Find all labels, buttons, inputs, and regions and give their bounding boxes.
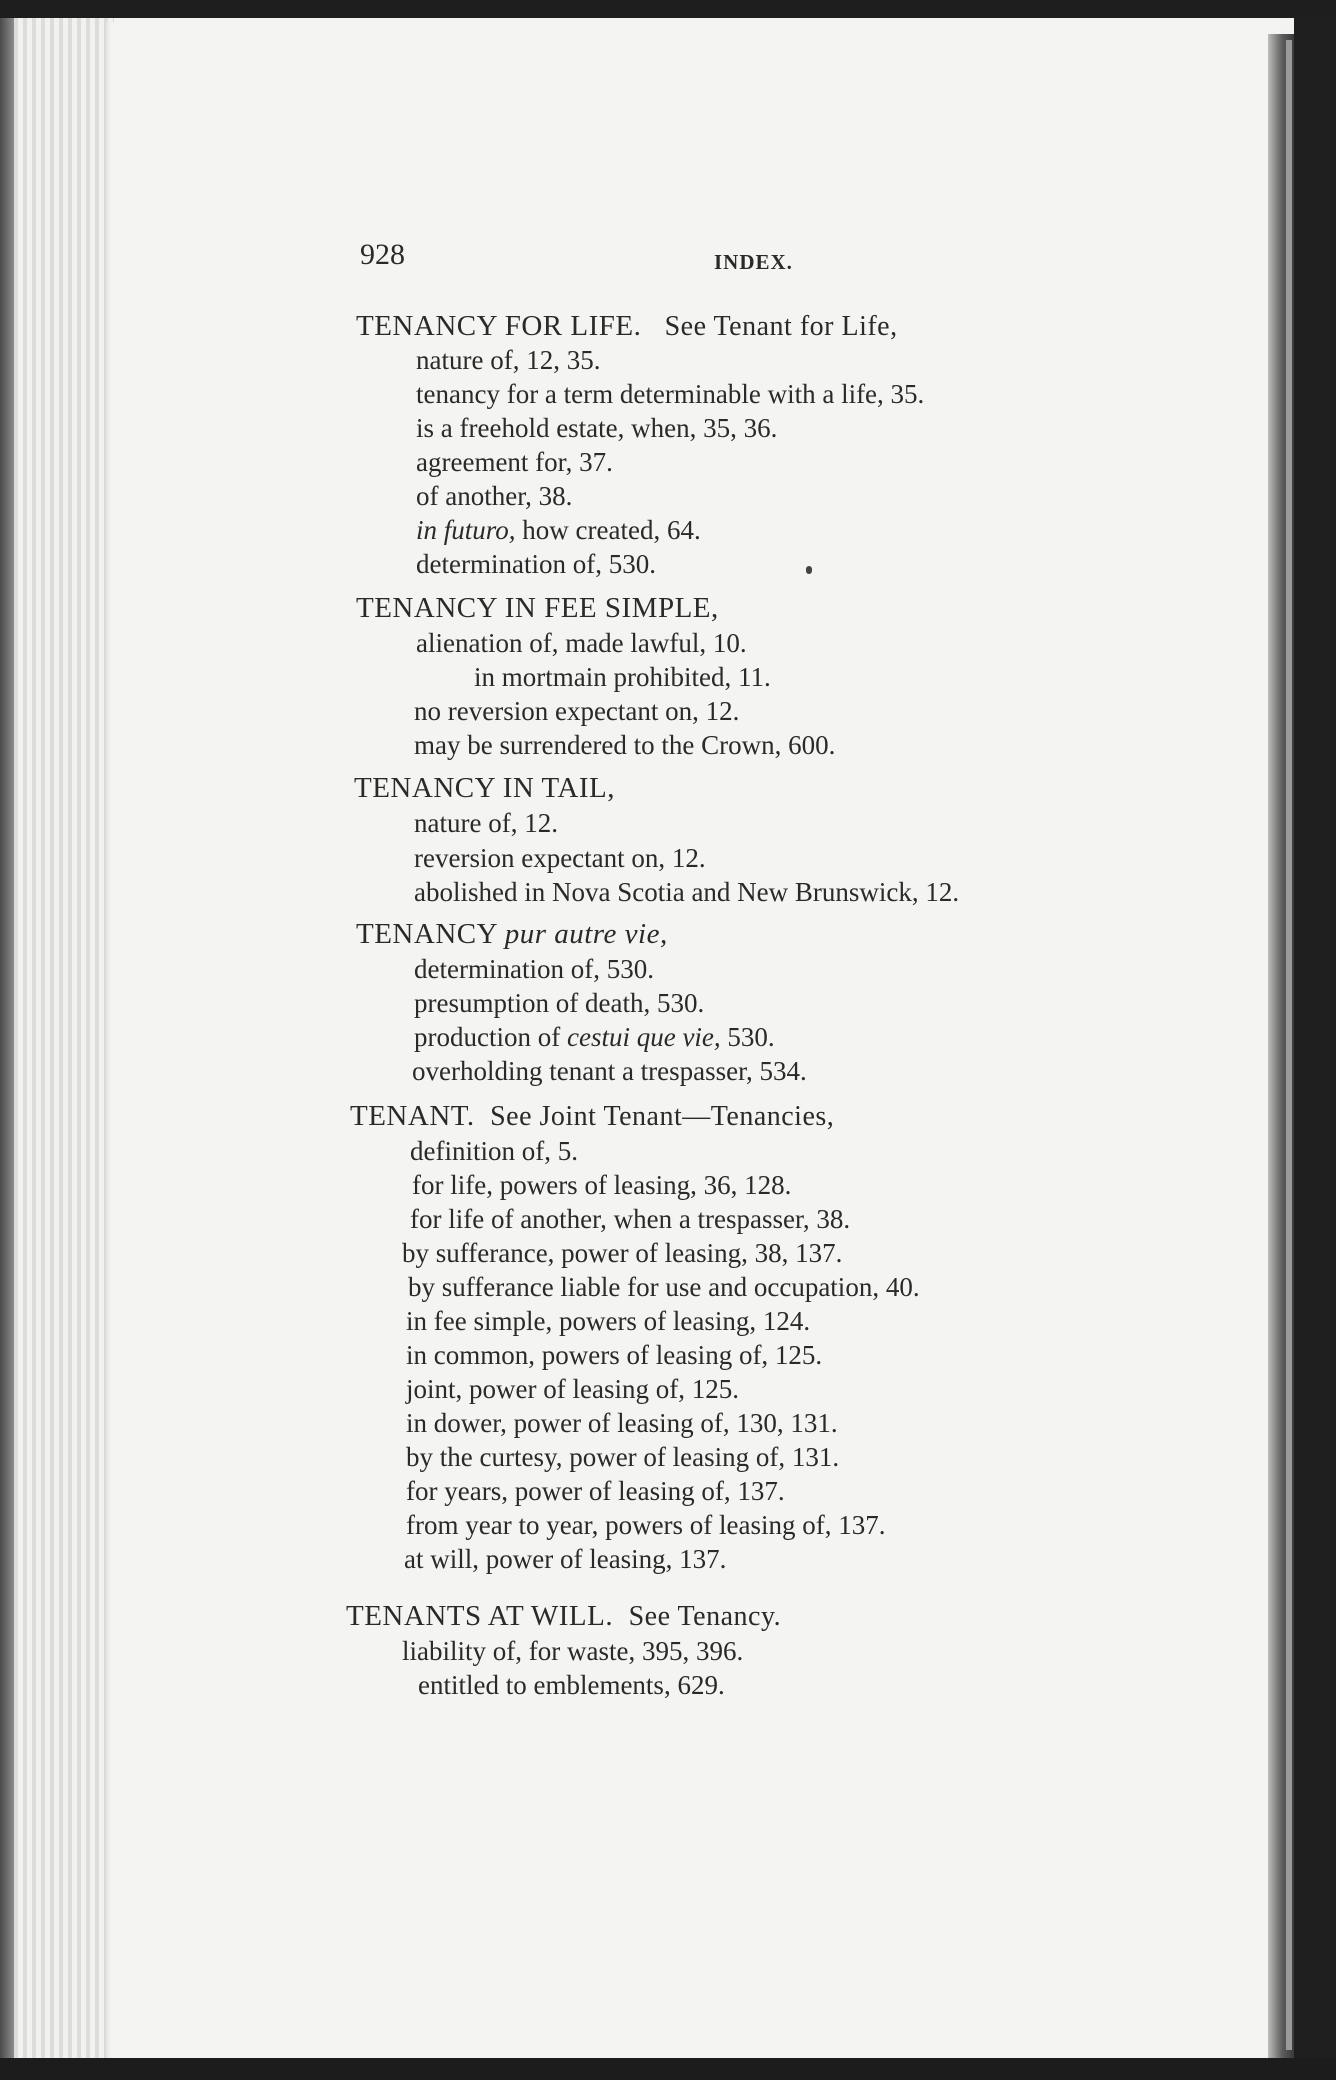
sub-entry: liability of, for waste, 395, 396. <box>402 1636 744 1666</box>
page-edge-highlight <box>1286 40 1292 2050</box>
sub-entry: entitled to emblements, 629. <box>418 1670 725 1700</box>
sub-entry-page: 530. <box>727 1022 775 1052</box>
entry-see-reference: See Tenancy. <box>628 1601 782 1632</box>
sub-entry <box>414 1022 775 1053</box>
sub-entry: from year to year, powers of leasing of, 137. <box>406 1510 886 1540</box>
book-spine-edge <box>0 18 14 2058</box>
sub-entry: of another, 38. <box>416 481 573 511</box>
scan-bottom-border <box>0 2058 1336 2080</box>
sub-entry: by sufferance liable for use and occupation, 40. <box>408 1272 920 1302</box>
running-head: INDEX. <box>714 250 793 274</box>
italic-term: cestui que vie, <box>566 1022 721 1052</box>
sub-entry: determination of, 530. <box>414 954 654 984</box>
sub-entry: for life of another, when a trespasser, 38. <box>410 1204 851 1234</box>
sub-entry: by the curtesy, power of leasing of, 131. <box>406 1442 840 1472</box>
sub-entry: joint, power of leasing of, 125. <box>406 1374 739 1404</box>
sub-entry: for life, powers of leasing, 36, 128. <box>412 1170 792 1200</box>
entry-heading-text: TENANTS AT WILL. <box>346 1600 614 1632</box>
sub-entry: nature of, 12. <box>414 808 558 838</box>
sub-entry: presumption of death, 530. <box>414 988 705 1018</box>
italic-term: pur autre vie, <box>504 918 668 950</box>
sub-entry: definition of, 5. <box>410 1136 578 1166</box>
sub-entry: overholding tenant a trespasser, 534. <box>412 1056 807 1086</box>
sub-entry: in common, powers of leasing of, 125. <box>406 1340 823 1370</box>
sub-entry: in fee simple, powers of leasing, 124. <box>406 1306 811 1336</box>
entry-heading-text: TENANT. <box>350 1100 475 1132</box>
sub-entry: may be surrendered to the Crown, 600. <box>414 730 836 760</box>
sub-sub-entry: in mortmain prohibited, 11. <box>474 662 771 692</box>
sub-entry: tenancy for a term determinable with a life, 35. <box>416 379 925 409</box>
page-number: 928 <box>360 238 405 271</box>
ink-speck <box>806 566 812 574</box>
sub-entry: determination of, 530. <box>416 549 656 579</box>
sub-entry: no reversion expectant on, 12. <box>414 696 740 726</box>
entry-see-reference: See Joint Tenant—Tenancies, <box>490 1101 835 1132</box>
italic-term: in futuro, <box>416 515 516 545</box>
entry-heading <box>346 1600 781 1633</box>
sub-entry: nature of, 12, 35. <box>416 345 601 375</box>
sub-entry: by sufferance, power of leasing, 38, 137. <box>402 1238 843 1268</box>
sub-entry: for years, power of leasing of, 137. <box>406 1476 785 1506</box>
entry-heading: TENANCY IN FEE SIMPLE, <box>356 592 719 624</box>
sub-entry: in dower, power of leasing of, 130, 131. <box>406 1408 838 1438</box>
sub-entry <box>416 515 701 546</box>
sub-entry: alienation of, made lawful, 10. <box>416 628 747 658</box>
entry-heading-text: TENANCY FOR LIFE. <box>356 310 642 342</box>
entry-heading <box>356 918 668 951</box>
sub-entry-lead: production of <box>414 1022 561 1052</box>
entry-heading-text: TENANCY <box>356 918 497 950</box>
entry-heading: TENANCY IN TAIL, <box>354 772 615 804</box>
scan-top-border <box>0 0 1336 18</box>
scan-right-border <box>1294 18 1336 2058</box>
entry-heading <box>350 1100 834 1133</box>
sub-entry: is a freehold estate, when, 35, 36. <box>416 413 778 443</box>
entry-see-reference: See Tenant for Life, <box>664 311 898 342</box>
sub-entry: at will, power of leasing, 137. <box>404 1544 727 1574</box>
sub-entry: abolished in Nova Scotia and New Brunswick, 12. <box>414 877 960 907</box>
sub-entry-rest: how created, 64. <box>522 515 701 545</box>
page-stack-edges <box>14 18 114 2058</box>
sub-entry: reversion expectant on, 12. <box>414 843 706 873</box>
sub-entry: agreement for, 37. <box>416 447 613 477</box>
entry-heading <box>356 310 898 343</box>
